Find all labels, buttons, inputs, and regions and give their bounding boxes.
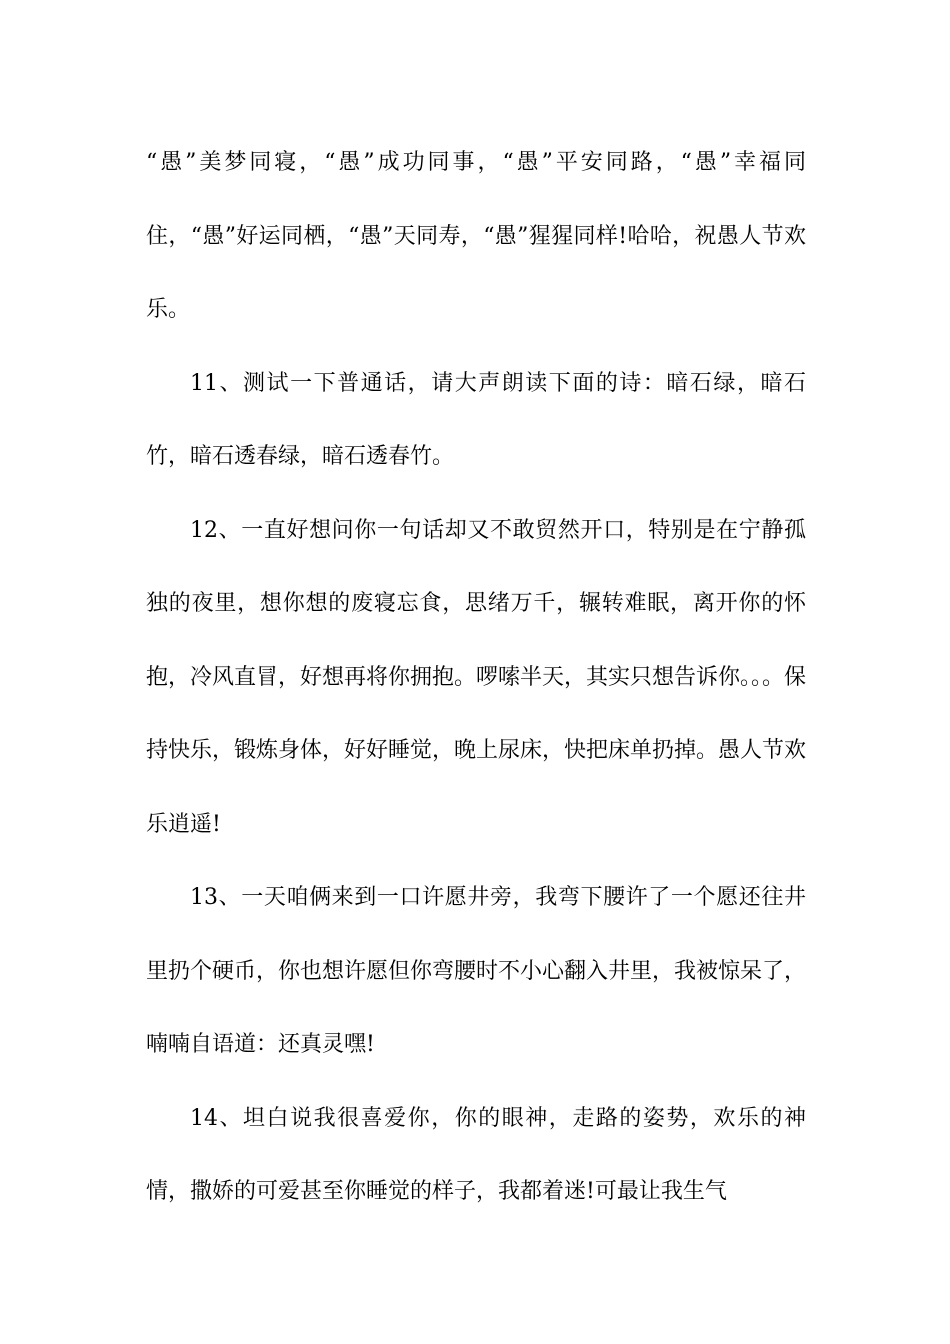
- paragraph-11: 11、测试一下普通话，请大声朗读下面的诗：暗石绿，暗石竹，暗石透春绿，暗石透春竹。: [146, 370, 806, 469]
- paragraph-13: 13、一天咱俩来到一口许愿井旁，我弯下腰许了一个愿还往井里扔个硬币，你也想许愿但你弯腰时不小心翻入井里，我被惊呆了，喃喃自语道：还真灵嘿!: [146, 885, 807, 1057]
- document-body: [146, 126, 806, 1229]
- paragraph-14: 14、坦白说我很喜爱你，你的眼神，走路的姿势，欢乐的神情，撒娇的可爱甚至你睡觉的样子，我都着迷!可最让我生气: [146, 1105, 806, 1204]
- paragraph-12: 12、一直好想问你一句话却又不敢贸然开口，特别是在宁静孤独的夜里，想你想的废寝忘食，思绪万千，辗转难眠，离开你的怀抱，冷风直冒，好想再将你拥抱。啰嗦半天，其实只想告诉你。。。保持快乐，锻炼身体，好好睡觉，晚上尿床，快把床单扔掉。愚人节欢乐逍遥!: [146, 517, 807, 837]
- paragraph-1: “愚”美梦同寝，“愚”成功同事，“愚”平安同路，“愚”幸福同住，“愚”好运同栖，“愚”天同寿，“愚”猩猩同样!哈哈，祝愚人节欢乐。: [146, 150, 806, 322]
